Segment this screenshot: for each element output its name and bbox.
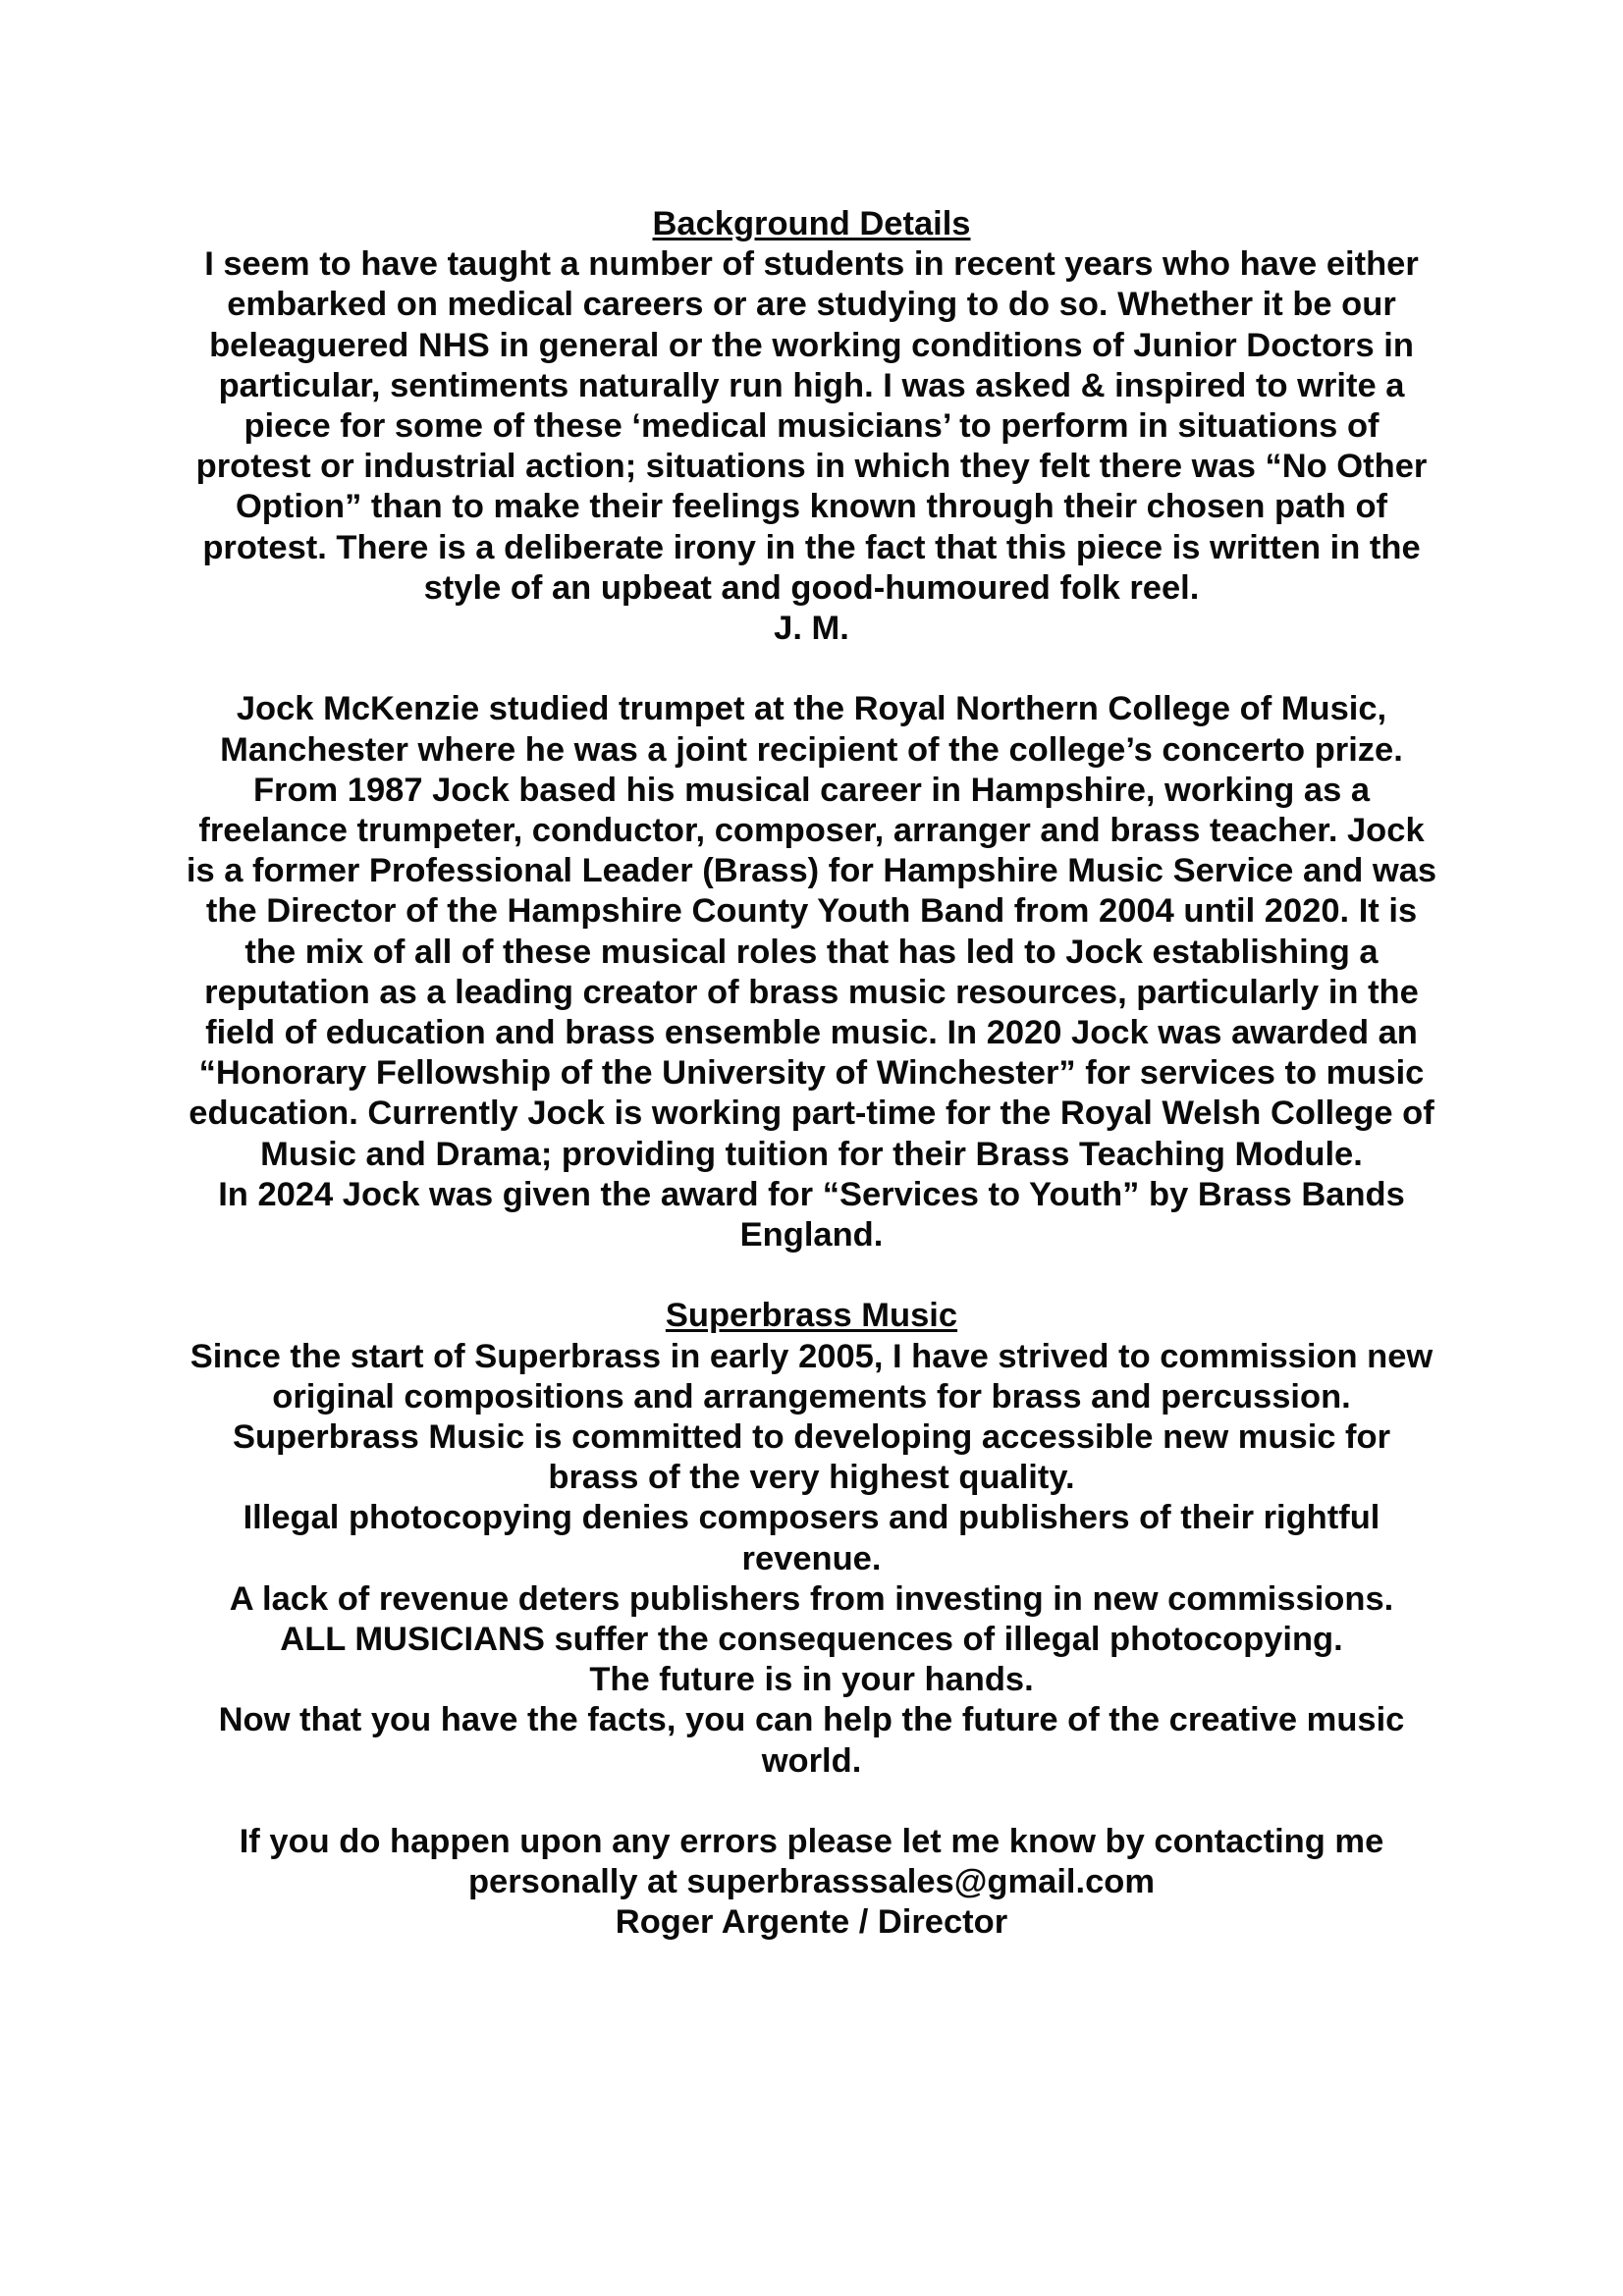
superbrass-section — [147, 1296, 1476, 1781]
background-line: embarked on medical careers or are studying to do so. Whether it be our — [227, 286, 1396, 324]
superbrass-line: Superbrass Music is committed to developing accessible new music for — [232, 1418, 1391, 1457]
background-signature: J. M. — [774, 610, 849, 648]
background-line: style of an upbeat and good-humoured folk reel. — [423, 568, 1200, 607]
background-line: piece for some of these ‘medical musicians’ to perform in situations of — [243, 407, 1380, 446]
biography-line: reputation as a leading creator of brass music resources, particularly in the — [204, 973, 1419, 1011]
biography-line: freelance trumpeter, conductor, composer, arranger and brass teacher. Jock — [198, 812, 1425, 850]
background-section — [147, 204, 1476, 649]
biography-line: the Director of the Hampshire County Youth Band from 2004 until 2020. It is — [205, 892, 1418, 931]
superbrass-line: Since the start of Superbrass in early 2005, I have strived to commission new — [189, 1337, 1434, 1375]
biography-line: “Honorary Fellowship of the University of Winchester” for services to music — [198, 1054, 1425, 1093]
section-spacer — [147, 1782, 1476, 1822]
section-spacer — [147, 649, 1476, 689]
superbrass-line: A lack of revenue deters publishers from investing in new commissions. — [229, 1579, 1394, 1618]
background-line: protest. There is a deliberate irony in the fact that this piece is written in the — [202, 528, 1421, 566]
superbrass-line: brass of the very highest quality. — [548, 1459, 1075, 1497]
superbrass-line: revenue. — [741, 1539, 882, 1577]
biography-line: In 2024 Jock was given the award for “Services to Youth” by Brass Bands — [218, 1175, 1405, 1213]
superbrass-line: Now that you have the facts, you can help the future of the creative music — [218, 1701, 1405, 1739]
document-page — [147, 204, 1476, 1944]
contact-signature: Roger Argente / Director — [615, 1903, 1008, 1942]
biography-line: Jock McKenzie studied trumpet at the Royal Northern College of Music, — [236, 690, 1387, 728]
biography-line: From 1987 Jock based his musical career in Hampshire, working as a — [252, 771, 1371, 809]
section-spacer — [147, 1255, 1476, 1296]
biography-line: field of education and brass ensemble music. In 2020 Jock was awarded an — [205, 1014, 1418, 1052]
contact-email-line: personally at superbrasssales@gmail.com — [467, 1863, 1156, 1901]
superbrass-line: original compositions and arrangements for brass and percussion. — [272, 1377, 1351, 1415]
biography-section — [147, 689, 1476, 1255]
biography-line: Manchester where he was a joint recipient of the college’s concerto prize. — [220, 730, 1403, 769]
contact-section — [147, 1822, 1476, 1944]
biography-line: is a former Professional Leader (Brass) for Hampshire Music Service and was — [186, 852, 1437, 890]
superbrass-line: ALL MUSICIANS suffer the consequences of illegal photocopying. — [280, 1621, 1343, 1659]
biography-line: England. — [739, 1216, 884, 1255]
superbrass-line: world. — [761, 1741, 862, 1780]
contact-line: If you do happen upon any errors please let me know by contacting me — [239, 1823, 1384, 1861]
background-line: protest or industrial action; situations in which they felt there was “No Other — [195, 448, 1428, 486]
biography-line: the mix of all of these musical roles that has led to Jock establishing a — [244, 933, 1379, 971]
background-line: I seem to have taught a number of students in recent years who have either — [204, 245, 1419, 284]
background-line: Option” than to make their feelings known through their chosen path of — [235, 488, 1388, 526]
superbrass-heading: Superbrass Music — [665, 1297, 958, 1335]
background-line: particular, sentiments naturally run high. I was asked & inspired to write a — [218, 366, 1405, 404]
background-line: beleaguered NHS in general or the working conditions of Junior Doctors in — [209, 326, 1414, 364]
superbrass-line: The future is in your hands. — [589, 1661, 1034, 1699]
background-heading: Background Details — [652, 205, 971, 242]
superbrass-line: Illegal photocopying denies composers and publishers of their rightful — [243, 1499, 1380, 1537]
biography-line: Music and Drama; providing tuition for their Brass Teaching Module. — [260, 1135, 1363, 1173]
biography-line: education. Currently Jock is working part-time for the Royal Welsh College of — [189, 1095, 1434, 1133]
